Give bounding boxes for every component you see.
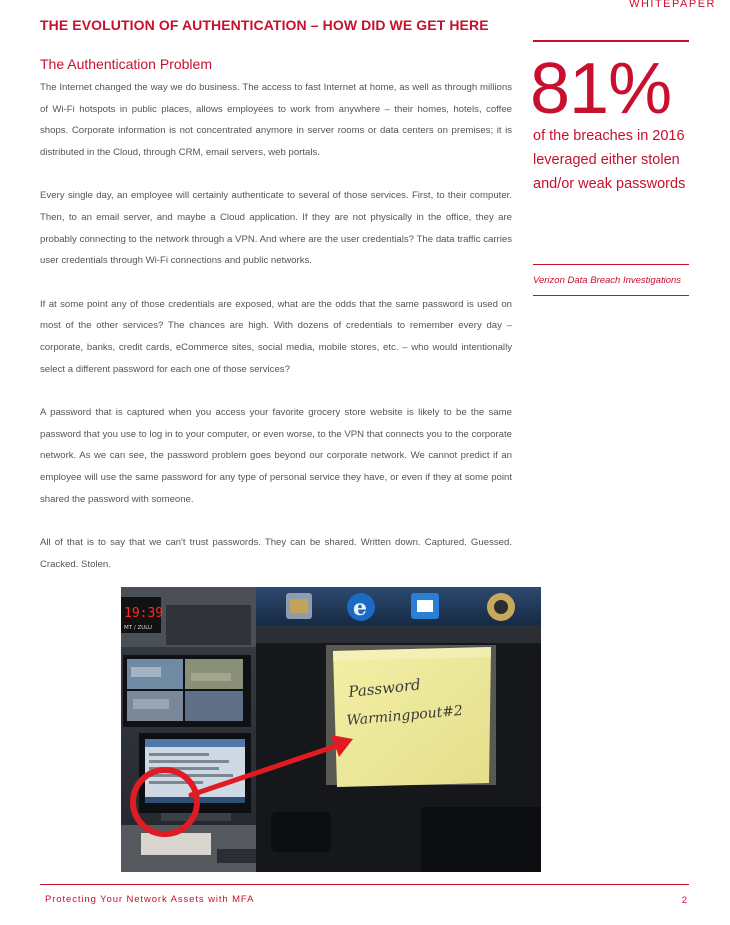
footer-title: Protecting Your Network Assets with MFA [45, 894, 255, 905]
sticky-note-line2: Warmingpout#2 [345, 702, 464, 729]
paragraph: If at some point any of those credentials are exposed, what are the odds that the same password is used on most of the other services? The chances are high. With dozens of credentials to remember every day – corporate, banks, credit cards, eCommerce sites, social media, mobile stores, etc. – who would intentionally select a different password for each one of those services? [40, 298, 512, 375]
clock-time: 19:39 [124, 606, 164, 621]
body-text [40, 77, 512, 597]
footer-rule [40, 884, 689, 885]
paragraph: A password that is captured when you access your favorite grocery store website is likely to be the same password that you use to log in to your computer, or even worse, to the VPN that connects you to the corporate network. As we can see, the password problem goes beyond our corporate network. We cannot predict if an employee will use the same password for any type of personal service they have, or even if they at some point shared the password with someone. [40, 407, 512, 505]
photo-illustration [121, 587, 541, 872]
sidebar-bottom-rule [533, 295, 689, 296]
paragraph: The Internet changed the way we do business. The access to fast Internet at home, as well as through millions of Wi-Fi hotspots in public places, allows employees to work from anywhere – their homes, hotels, coffee shops. Corporate information is not concentrated anymore in server rooms or data centers on premises; it is distributed in the Cloud, through CRM, email servers, web portals. [40, 82, 512, 158]
document-type-label: WHITEPAPER [629, 0, 716, 10]
paragraph: Every single day, an employee will certainly authenticate to several of those services. First, to their computer. Then, to an email server, and maybe a Cloud application. If they are not physically in the office, they are probably connecting to the network through a VPN. And where are the user credentials? The data traffic carries user credentials through Wi-Fi connections and public networks. [40, 190, 512, 267]
sidebar-top-rule [533, 40, 689, 42]
page-number: 2 [681, 895, 687, 906]
sticky-note-photo [121, 587, 541, 872]
section-heading: The Authentication Problem [40, 56, 212, 72]
stat-source: Verizon Data Breach Investigations [533, 275, 682, 286]
paragraph: All of that is to say that we can't trust passwords. They can be shared. Written down. Captured. Guessed. Cracked. Stolen. [40, 537, 512, 570]
stat-caption: of the breaches in 2016 leveraged either stolen and/or weak passwords [533, 128, 686, 192]
clock-zone: MT / ZULU [124, 625, 153, 631]
sticky-note-line1: Password [347, 675, 422, 701]
sidebar-divider [533, 264, 689, 265]
page-title: THE EVOLUTION OF AUTHENTICATION – HOW DID WE GET HERE [40, 17, 489, 33]
stat-number: 81% [530, 49, 672, 129]
svg-text:e: e [353, 595, 367, 621]
